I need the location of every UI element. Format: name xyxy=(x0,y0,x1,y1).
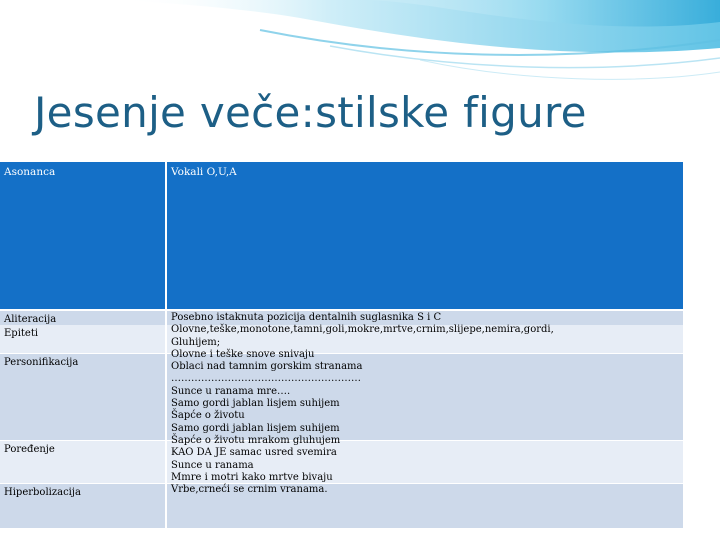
row-label-personifikacija: Personifikacija xyxy=(4,357,79,368)
header-label-cell xyxy=(0,162,165,309)
row-label-cell xyxy=(0,441,165,483)
content-line: Sunce u ranama xyxy=(171,459,254,471)
content-line: Olovne i teške snove snivaju xyxy=(171,348,315,360)
row-label-cell xyxy=(0,311,165,325)
content-text xyxy=(167,311,683,528)
content-line: Samo gordi jablan lisjem suhijem xyxy=(171,398,340,410)
content-line: Olovne,teške,monotone,tamni,goli,mokre,mrtve,crnim,slijepe,nemira,gordi, xyxy=(171,324,554,336)
content-line: Sunce u ranama mre…. xyxy=(171,385,291,397)
content-line: KAO DA JE samac usred svemira xyxy=(171,447,337,459)
row-label-cell xyxy=(0,484,165,528)
content-line: Vrbe,crneći se crnim vranama. xyxy=(171,484,328,496)
row-label-cell xyxy=(0,325,165,353)
content-line: Posebno istaknuta pozicija dentalnih suglasnika S i C xyxy=(171,312,442,323)
slide-title: Jesenje veče:stilske figure xyxy=(34,88,587,137)
content-line: ………………………………………………… xyxy=(171,373,361,385)
row-label-cell xyxy=(0,354,165,440)
row-label-hiperbolizacija: Hiperbolizacija xyxy=(4,487,81,498)
content-line: Šapće o životu xyxy=(171,410,245,422)
row-label-epiteti: Epiteti xyxy=(4,328,39,339)
figures-table xyxy=(0,162,683,528)
content-line: Samo gordi jablan lisjem suhijem xyxy=(171,422,340,434)
header-label: Asonanca xyxy=(4,166,56,178)
row-label-poredjenje: Poređenje xyxy=(4,444,55,455)
row-label-aliteracija: Aliteracija xyxy=(4,314,57,325)
content-line: Mmre i motri kako mrtve bivaju xyxy=(171,471,333,483)
header-value: Vokali O,U,A xyxy=(171,166,237,178)
content-line: Gluhijem; xyxy=(171,336,221,348)
content-line: Šapće o životu mrakom gluhujem xyxy=(171,434,341,446)
content-line: Oblaci nad tamnim gorskim stranama xyxy=(171,361,363,373)
header-value-cell xyxy=(167,162,683,309)
